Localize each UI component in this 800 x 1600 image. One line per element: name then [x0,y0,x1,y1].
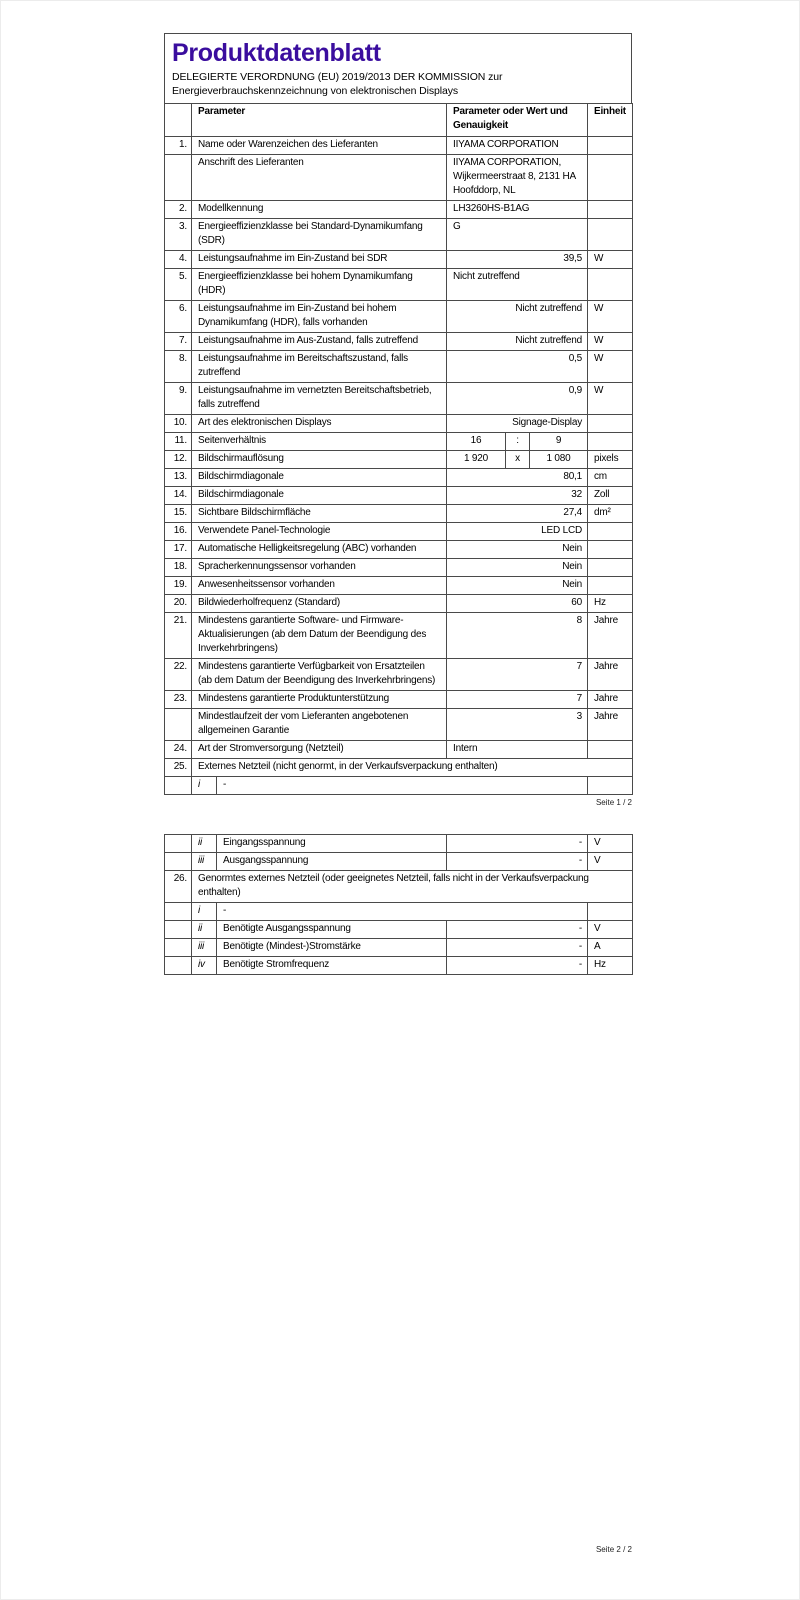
param-label: Eingangsspannung [217,835,447,853]
unit-label [588,201,633,219]
sub-index: iii [192,939,217,957]
param-label-span: - [217,903,588,921]
table-row [165,759,633,777]
param-label: Bildschirmdiagonale [192,487,447,505]
table-row [165,523,633,541]
param-label: Energieeffizienzklasse bei Standard-Dynamikumfang (SDR) [192,219,447,251]
param-label: Leistungsaufnahme im Bereitschaftszustand, falls zutreffend [192,351,447,383]
table-row [165,351,633,383]
row-number [165,835,192,853]
table-row [165,921,633,939]
row-number [165,903,192,921]
table-row [165,301,633,333]
table-row [165,201,633,219]
header-unit: Einheit [588,104,633,137]
unit-label [588,269,633,301]
table-row [165,469,633,487]
row-number [165,777,192,795]
param-value: Nein [447,577,588,595]
param-value: 80,1 [447,469,588,487]
param-label: Spracherkennungssensor vorhanden [192,559,447,577]
param-label: Mindestlaufzeit der vom Lieferanten angebotenen allgemeinen Garantie [192,709,447,741]
unit-label [588,137,633,155]
table-row [165,777,633,795]
param-value: 7 [447,659,588,691]
param-label: Energieeffizienzklasse bei hohem Dynamikumfang (HDR) [192,269,447,301]
table-row [165,269,633,301]
unit-label [588,741,633,759]
regulation-subtitle [172,70,623,98]
param-value: - [447,939,588,957]
row-number: 24. [165,741,192,759]
param-value: 7 [447,691,588,709]
param-label: Leistungsaufnahme im Ein-Zustand bei hohem Dynamikumfang (HDR), falls vorhanden [192,301,447,333]
row-number: 6. [165,301,192,333]
unit-label [588,777,633,795]
row-number: 10. [165,415,192,433]
param-label: Ausgangsspannung [217,853,447,871]
param-label: Seitenverhältnis [192,433,447,451]
unit-label [588,541,633,559]
sub-index: iii [192,853,217,871]
row-number: 1. [165,137,192,155]
param-value: LH3260HS-B1AG [447,201,588,219]
row-number: 16. [165,523,192,541]
row-number: 7. [165,333,192,351]
param-label-span: Genormtes externes Netzteil (oder geeignetes Netzteil, falls nicht in der Verkaufsverpackung enthalten) [192,871,633,903]
row-number: 17. [165,541,192,559]
param-value: Nicht zutreffend [447,333,588,351]
row-number: 9. [165,383,192,415]
param-label: Mindestens garantierte Software- und Firmware-Aktualisierungen (ab dem Datum der Beendigung des Inverkehrbringens) [192,613,447,659]
row-number: 3. [165,219,192,251]
param-label: Leistungsaufnahme im vernetzten Bereitschaftsbetrieb, falls zutreffend [192,383,447,415]
param-value: 32 [447,487,588,505]
unit-label [588,415,633,433]
param-value: 3 [447,709,588,741]
param-value: 27,4 [447,505,588,523]
table-row [165,415,633,433]
unit-label [588,577,633,595]
row-number [165,939,192,957]
param-value: Signage-Display [447,415,588,433]
param-label: Art der Stromversorgung (Netzteil) [192,741,447,759]
unit-label: Jahre [588,691,633,709]
table-row [165,659,633,691]
header-value: Parameter oder Wert und Genauigkeit [447,104,588,137]
param-value: 60 [447,595,588,613]
row-number [165,853,192,871]
row-number: 21. [165,613,192,659]
param-label: Bildschirmdiagonale [192,469,447,487]
table-row [165,155,633,201]
row-number: 20. [165,595,192,613]
param-label: Sichtbare Bildschirmfläche [192,505,447,523]
unit-label: Hz [588,595,633,613]
table-row [165,835,633,853]
table-row [165,957,633,975]
unit-label: A [588,939,633,957]
row-number: 19. [165,577,192,595]
row-number: 11. [165,433,192,451]
row-number: 18. [165,559,192,577]
datasheet-page-1 [164,33,632,808]
row-number: 8. [165,351,192,383]
param-label: Bildwiederholfrequenz (Standard) [192,595,447,613]
page-indicator-2: Seite 2 / 2 [595,1545,632,1554]
page-indicator-1: Seite 1 / 2 [595,798,632,807]
table-row [165,709,633,741]
param-value: LED LCD [447,523,588,541]
param-value: G [447,219,588,251]
sub-index: i [192,777,217,795]
row-number: 2. [165,201,192,219]
param-value: - [447,835,588,853]
unit-label: V [588,853,633,871]
row-number: 22. [165,659,192,691]
row-number [165,155,192,201]
table-row [165,383,633,415]
value-separator: x [506,451,530,469]
param-value: Nein [447,559,588,577]
unit-label: Hz [588,957,633,975]
param-label: Art des elektronischen Displays [192,415,447,433]
unit-label: W [588,383,633,415]
unit-label: W [588,333,633,351]
unit-label [588,523,633,541]
param-label: Automatische Helligkeitsregelung (ABC) vorhanden [192,541,447,559]
sub-index: ii [192,835,217,853]
unit-label [588,433,633,451]
param-label: Mindestens garantierte Produktunterstützung [192,691,447,709]
table-row [165,853,633,871]
param-label: Mindestens garantierte Verfügbarkeit von Ersatzteilen (ab dem Datum der Beendigung des Inverkehrbringens) [192,659,447,691]
value-part-1: 16 [447,433,506,451]
param-value: Intern [447,741,588,759]
param-value: - [447,853,588,871]
param-value: 8 [447,613,588,659]
param-label: Leistungsaufnahme im Aus-Zustand, falls zutreffend [192,333,447,351]
param-value: - [447,921,588,939]
sub-index: iv [192,957,217,975]
param-value: Nein [447,541,588,559]
table-header-row [165,104,633,137]
row-number: 4. [165,251,192,269]
unit-label: Zoll [588,487,633,505]
row-number [165,957,192,975]
unit-label: V [588,921,633,939]
value-separator: : [506,433,530,451]
row-number: 13. [165,469,192,487]
table-row [165,433,633,451]
unit-label: W [588,301,633,333]
value-part-2: 1 080 [530,451,588,469]
unit-label: Jahre [588,613,633,659]
unit-label: dm² [588,505,633,523]
table-row [165,541,633,559]
unit-label [588,559,633,577]
row-number: 12. [165,451,192,469]
table-row [165,487,633,505]
header-empty-cell [165,104,192,137]
param-value: IIYAMA CORPORATION [447,137,588,155]
param-label: Modellkennung [192,201,447,219]
table-row [165,577,633,595]
table-row [165,251,633,269]
sub-index: i [192,903,217,921]
product-table-page1 [164,103,633,795]
value-part-2: 9 [530,433,588,451]
unit-label [588,903,633,921]
param-label: Leistungsaufnahme im Ein-Zustand bei SDR [192,251,447,269]
table-row [165,613,633,659]
row-number: 5. [165,269,192,301]
unit-label: Jahre [588,659,633,691]
table-row [165,903,633,921]
sub-index: ii [192,921,217,939]
unit-label: V [588,835,633,853]
table-row [165,333,633,351]
param-value: IIYAMA CORPORATION, Wijkermeerstraat 8, 2131 HA Hoofddorp, NL [447,155,588,201]
row-number [165,709,192,741]
table-row [165,559,633,577]
unit-label: W [588,251,633,269]
param-value: 39,5 [447,251,588,269]
row-number: 15. [165,505,192,523]
param-value: 0,9 [447,383,588,415]
page-title: Produktdatenblatt [172,39,381,67]
title-block [164,33,632,103]
product-table-page2 [164,834,633,975]
regulation-subtitle-line-1: DELEGIERTE VERORDNUNG (EU) 2019/2013 DER KOMMISSION zur [172,71,503,83]
table-row [165,691,633,709]
row-number: 14. [165,487,192,505]
param-value: Nicht zutreffend [447,301,588,333]
unit-label [588,155,633,201]
table-row [165,741,633,759]
table-row [165,871,633,903]
param-value: - [447,957,588,975]
value-part-1: 1 920 [447,451,506,469]
unit-label: pixels [588,451,633,469]
header-parameter: Parameter [192,104,447,137]
param-value: Nicht zutreffend [447,269,588,301]
table-row [165,505,633,523]
table-row [165,939,633,957]
regulation-subtitle-line-2: Energieverbrauchskennzeichnung von elektronischen Displays [172,85,459,97]
row-number: 23. [165,691,192,709]
param-label: Verwendete Panel-Technologie [192,523,447,541]
unit-label: W [588,351,633,383]
param-label-span: - [217,777,588,795]
param-label-span: Externes Netzteil (nicht genormt, in der Verkaufsverpackung enthalten) [192,759,633,777]
unit-label [588,219,633,251]
table-row [165,595,633,613]
row-number: 25. [165,759,192,777]
param-label: Benötigte Ausgangsspannung [217,921,447,939]
datasheet-page-2 [164,834,632,975]
table-row [165,219,633,251]
param-value: 0,5 [447,351,588,383]
param-label: Anschrift des Lieferanten [192,155,447,201]
param-label: Benötigte (Mindest-)Stromstärke [217,939,447,957]
unit-label: Jahre [588,709,633,741]
param-label: Anwesenheitssensor vorhanden [192,577,447,595]
row-number [165,921,192,939]
param-label: Name oder Warenzeichen des Lieferanten [192,137,447,155]
table-row [165,137,633,155]
param-label: Benötigte Stromfrequenz [217,957,447,975]
unit-label: cm [588,469,633,487]
param-label: Bildschirmauflösung [192,451,447,469]
row-number: 26. [165,871,192,903]
table-row [165,451,633,469]
